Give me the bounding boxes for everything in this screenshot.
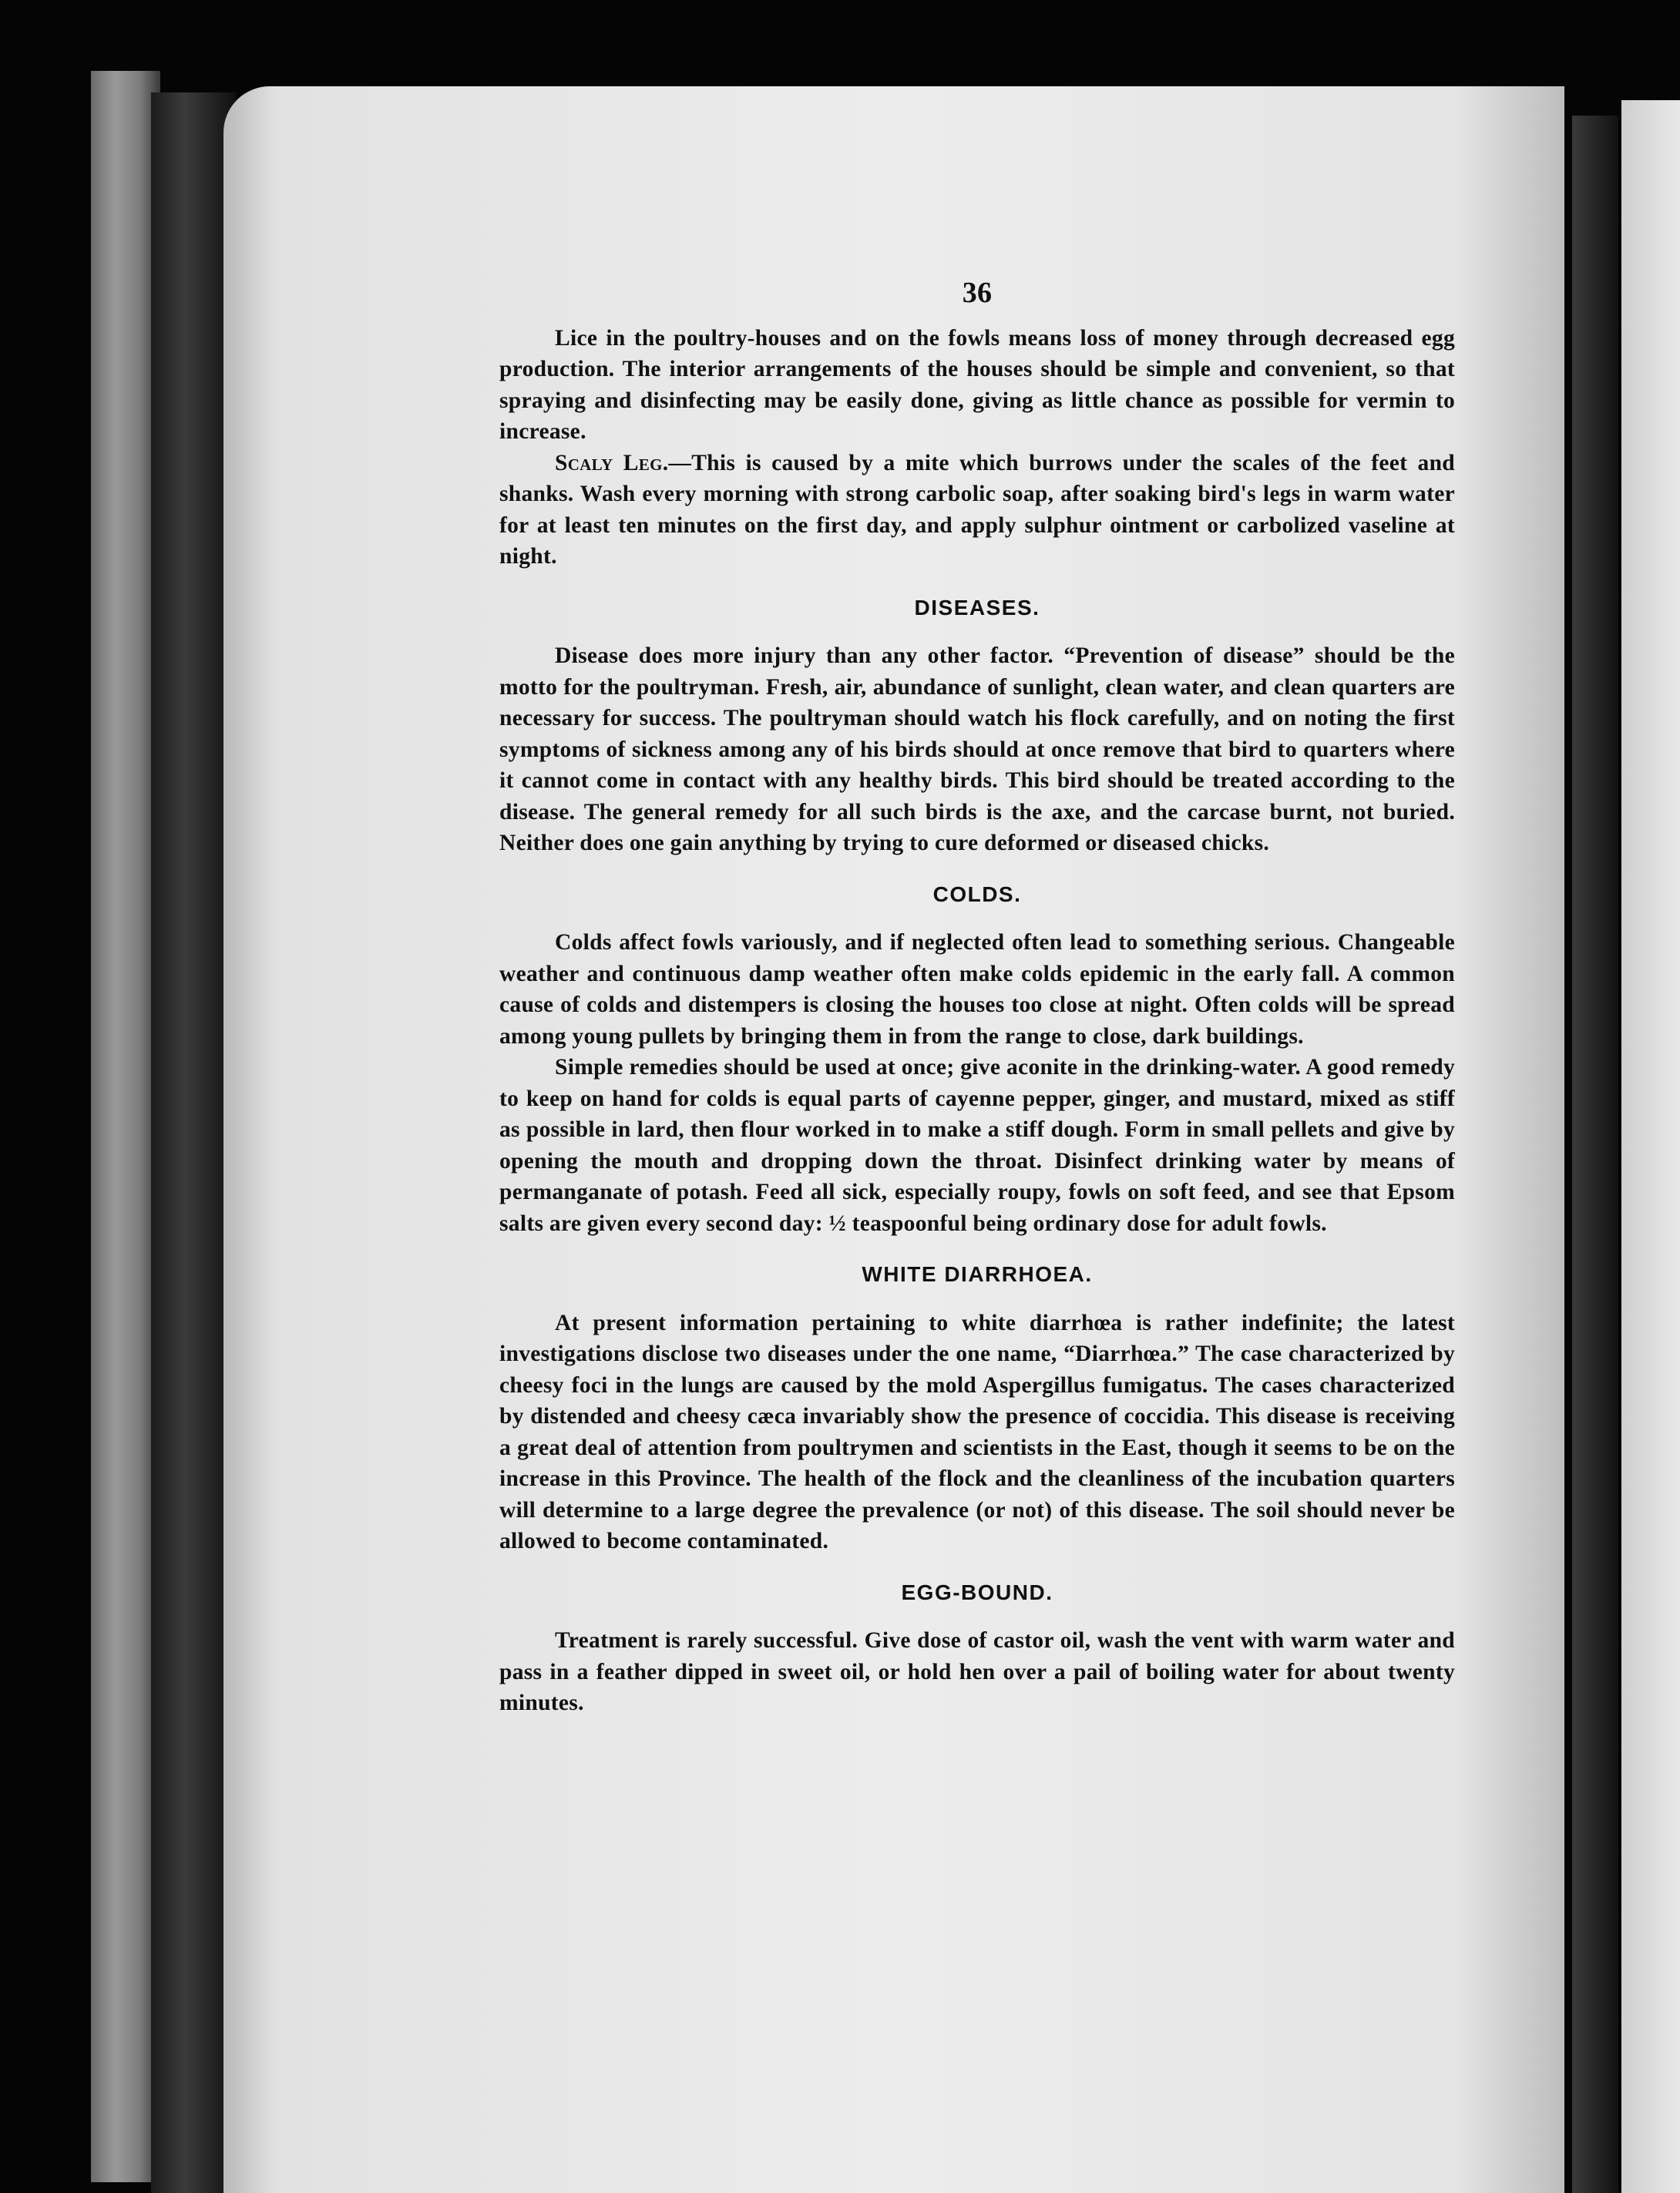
scaly-leg-paragraph	[499, 448, 1455, 573]
scaly-leg-term: Scaly Leg.	[555, 450, 669, 475]
section-heading-white-diarrhoea: WHITE DIARRHOEA.	[862, 1262, 1093, 1286]
diseases-paragraph: Disease does more injury than any other factor. “Prevention of disease” should be the motto for the poultryman. Fresh, air, abundance of sunlight, clean water, and clean quarters are necessary for success. The poultryman should watch his flock carefully, and on noting the first symptoms of sickness among any of his birds should at once remove that bird to quarters where it cannot come in contact with any healthy birds. This bird should be treated according to the disease. The general remedy for all such birds is the axe, and the carcase burnt, not buried. Neither does one gain anything by trying to cure deformed or diseased chicks.	[499, 643, 1455, 855]
facing-page-edge	[1621, 100, 1680, 2193]
page-number: 36	[962, 277, 993, 309]
intro-paragraph: Lice in the poultry-houses and on the fowls means loss of money through decreased egg production. The interior arrangements of the houses should be simple and convenient, so that spraying and disinfecting may be easily done, giving as little chance as possible for vermin to increase.	[499, 325, 1455, 444]
section-heading-colds: COLDS.	[932, 882, 1022, 906]
colds-paragraph-2: Simple remedies should be used at once; give aconite in the drinking-water. A good remedy to keep on hand for colds is equal parts of cayenne pepper, ginger, and mustard, mixed as stiff as possible in lard, then flour worked in to make a stiff dough. Form in small pellets and give by opening the mouth and dropping down the throat. Disinfect drinking water by means of permanganate of potash. Feed all sick, especially roupy, fowls on soft feed, and see that Epsom salts are given every second day: ½ teaspoonful being ordinary dose for adult fowls.	[499, 1055, 1455, 1236]
colds-paragraph-1: Colds affect fowls variously, and if neglected often lead to something serious. Changeable weather and continuous damp weather often make colds epidemic in the early fall. A common cause of colds and distempers is closing the houses too close at night. Often colds will be spread among young pullets by bringing them in from the range to close, dark buildings.	[499, 930, 1455, 1049]
white-diarrhoea-paragraph: At present information pertaining to white diarrhœa is rather indefinite; the latest investigations disclose two diseases under the one name, “Diarrhœa.” The case characterized by cheesy foci in the lungs are caused by the mold Aspergillus fumigatus. The cases characterized by distended and cheesy cæca invariably show the presence of coccidia. This disease is receiving a great deal of attention from poultrymen and scientists in the East, though it seems to be on the increase in this Province. The health of the flock and the cleanliness of the incubation quarters will determine to a large degree the prevalence (or not) of this disease. The soil should never be allowed to become contaminated.	[499, 1310, 1455, 1553]
section-heading-egg-bound: EGG-BOUND.	[901, 1580, 1053, 1604]
section-heading-diseases: DISEASES.	[914, 595, 1040, 620]
page-gutter-shadow	[1572, 116, 1618, 2193]
page-text	[499, 277, 1455, 1719]
egg-bound-paragraph: Treatment is rarely successful. Give dose of castor oil, wash the vent with warm water and pass in a feather dipped in sweet oil, or hold hen over a pail of boiling water for about twenty minutes.	[499, 1628, 1455, 1715]
book-cover-edge	[91, 71, 160, 2182]
scaly-leg-text: —This is caused by a mite which burrows under the scales of the feet and shanks. Wash every morning with strong carbolic soap, after soaking bird's legs in warm water for at least ten minutes on the first day, and apply sulphur ointment or carbolized vaseline at night.	[499, 450, 1456, 569]
